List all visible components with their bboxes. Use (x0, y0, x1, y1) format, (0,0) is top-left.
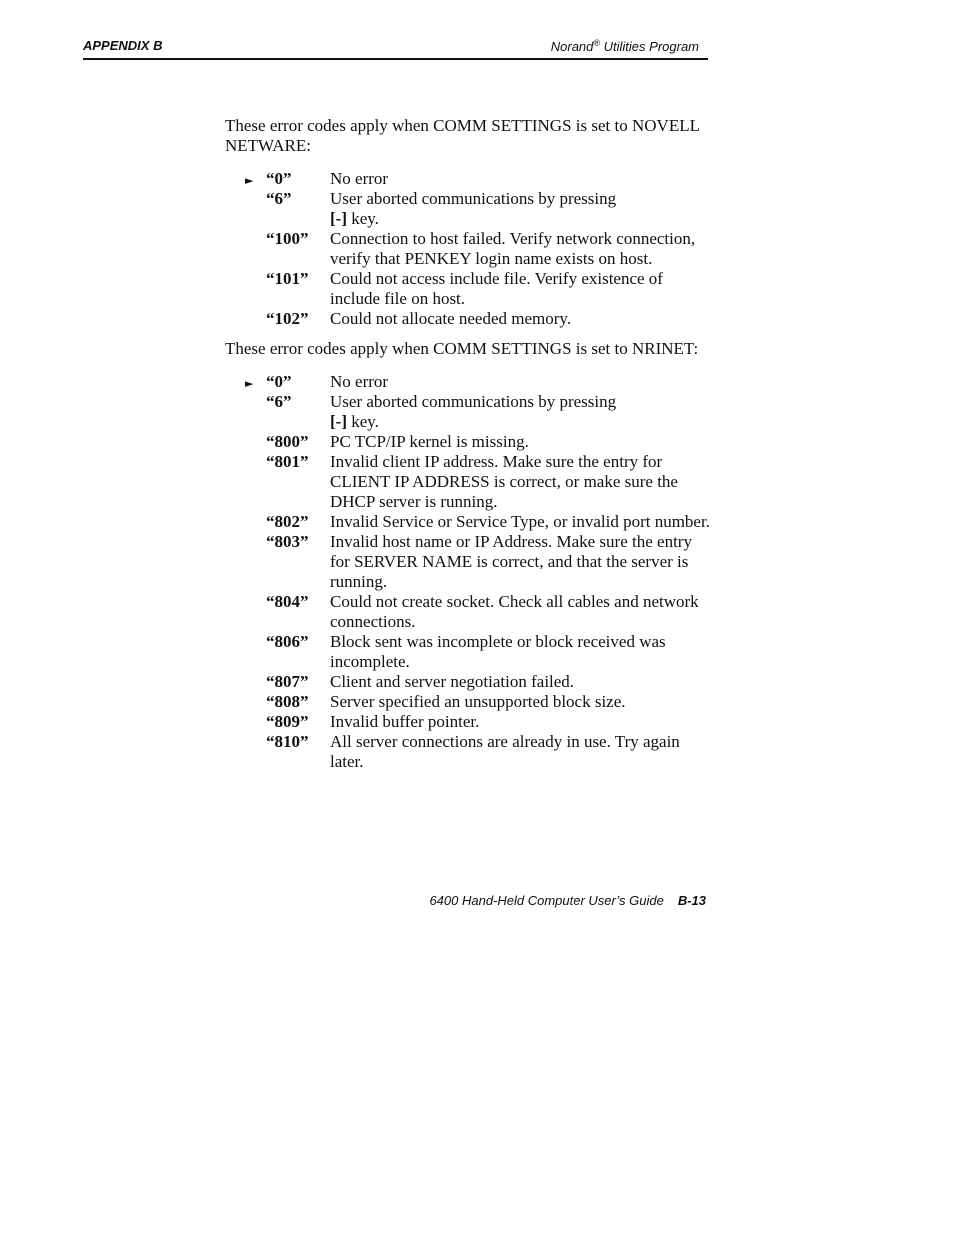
error-code: “101” (266, 269, 309, 288)
error-code: “804” (266, 592, 309, 611)
registered-mark: ® (593, 38, 601, 48)
error-description-suffix: key. (346, 412, 379, 431)
error-code-row (225, 169, 715, 189)
error-code: “6” (266, 392, 292, 411)
error-description: Invalid client IP address. Make sure the entry for CLIENT IP ADDRESS is correct, or make sure the DHCP server is running. (330, 452, 678, 511)
error-description-text: User aborted communications by pressing (330, 189, 617, 208)
error-description (330, 392, 715, 432)
error-code: “0” (266, 372, 292, 391)
error-description: Could not access include file. Verify existence of include file on host. (330, 269, 663, 308)
running-footer (405, 893, 706, 908)
error-code-row (225, 592, 715, 632)
error-code-row (225, 372, 715, 392)
error-description: Client and server negotiation failed. (330, 672, 575, 691)
error-code-row (225, 309, 715, 329)
error-description: No error (330, 372, 389, 391)
error-description: Invalid host name or IP Address. Make sure the entry for SERVER NAME is correct, and that the server is running. (330, 532, 692, 591)
error-description: All server connections are already in use. Try again later. (330, 732, 680, 771)
error-code-row (225, 672, 715, 692)
running-header (83, 36, 708, 60)
error-description: Invalid buffer pointer. (330, 712, 480, 731)
error-code-row (225, 532, 715, 592)
header-program-name: Norand (550, 39, 594, 54)
footer-guide-title: 6400 Hand-Held Computer User’s Guide (429, 893, 664, 908)
bullet-arrow-icon: ► (245, 174, 254, 187)
bullet-arrow-icon: ► (245, 377, 254, 390)
error-description-suffix: key. (346, 209, 379, 228)
error-description: Could not create socket. Check all cables and network connections. (330, 592, 699, 631)
error-code-row (225, 712, 715, 732)
error-code-list-nrinet (225, 372, 715, 772)
error-description: Server specified an unsupported block size. (330, 692, 626, 711)
error-description: No error (330, 169, 389, 188)
error-description (330, 189, 715, 229)
error-code: “801” (266, 452, 309, 471)
error-code: “806” (266, 632, 309, 651)
error-code: “807” (266, 672, 309, 691)
error-code: “0” (266, 169, 292, 188)
error-code: “800” (266, 432, 309, 451)
error-description: PC TCP/IP kernel is missing. (330, 432, 529, 451)
error-description: Block sent was incomplete or block received was incomplete. (330, 632, 666, 671)
error-code-row (225, 189, 715, 229)
section-intro-novell: These error codes apply when COMM SETTINGS is set to NOVELL NETWARE: (225, 116, 700, 155)
error-code: “803” (266, 532, 309, 551)
error-code-row (225, 732, 715, 772)
error-code-row (225, 269, 715, 309)
error-description: Could not allocate needed memory. (330, 309, 572, 328)
error-code-list-novell (225, 169, 715, 329)
error-description: Connection to host failed. Verify network connection, verify that PENKEY login name exists on host. (330, 229, 696, 268)
key-label: [-] (330, 412, 347, 431)
page-body (225, 116, 715, 772)
header-program-suffix: Utilities Program (600, 39, 699, 54)
error-code: “102” (266, 309, 309, 328)
error-code: “808” (266, 692, 309, 711)
error-code: “6” (266, 189, 292, 208)
error-code-row (225, 229, 715, 269)
section-intro-nrinet: These error codes apply when COMM SETTINGS is set to NRINET: (225, 339, 699, 358)
header-program-title (551, 38, 699, 54)
error-code: “809” (266, 712, 309, 731)
error-code-row (225, 392, 715, 432)
error-code: “810” (266, 732, 309, 751)
error-code-row (225, 692, 715, 712)
page-number: B-13 (677, 893, 706, 908)
error-description-text: User aborted communications by pressing (330, 392, 617, 411)
error-code: “100” (266, 229, 309, 248)
error-code-row (225, 432, 715, 452)
error-code-row (225, 632, 715, 672)
header-appendix-label: APPENDIX B (83, 38, 163, 53)
error-code: “802” (266, 512, 309, 531)
error-code-row (225, 452, 715, 512)
error-description: Invalid Service or Service Type, or invalid port number. (330, 512, 710, 531)
error-code-row (225, 512, 715, 532)
key-label: [-] (330, 209, 347, 228)
